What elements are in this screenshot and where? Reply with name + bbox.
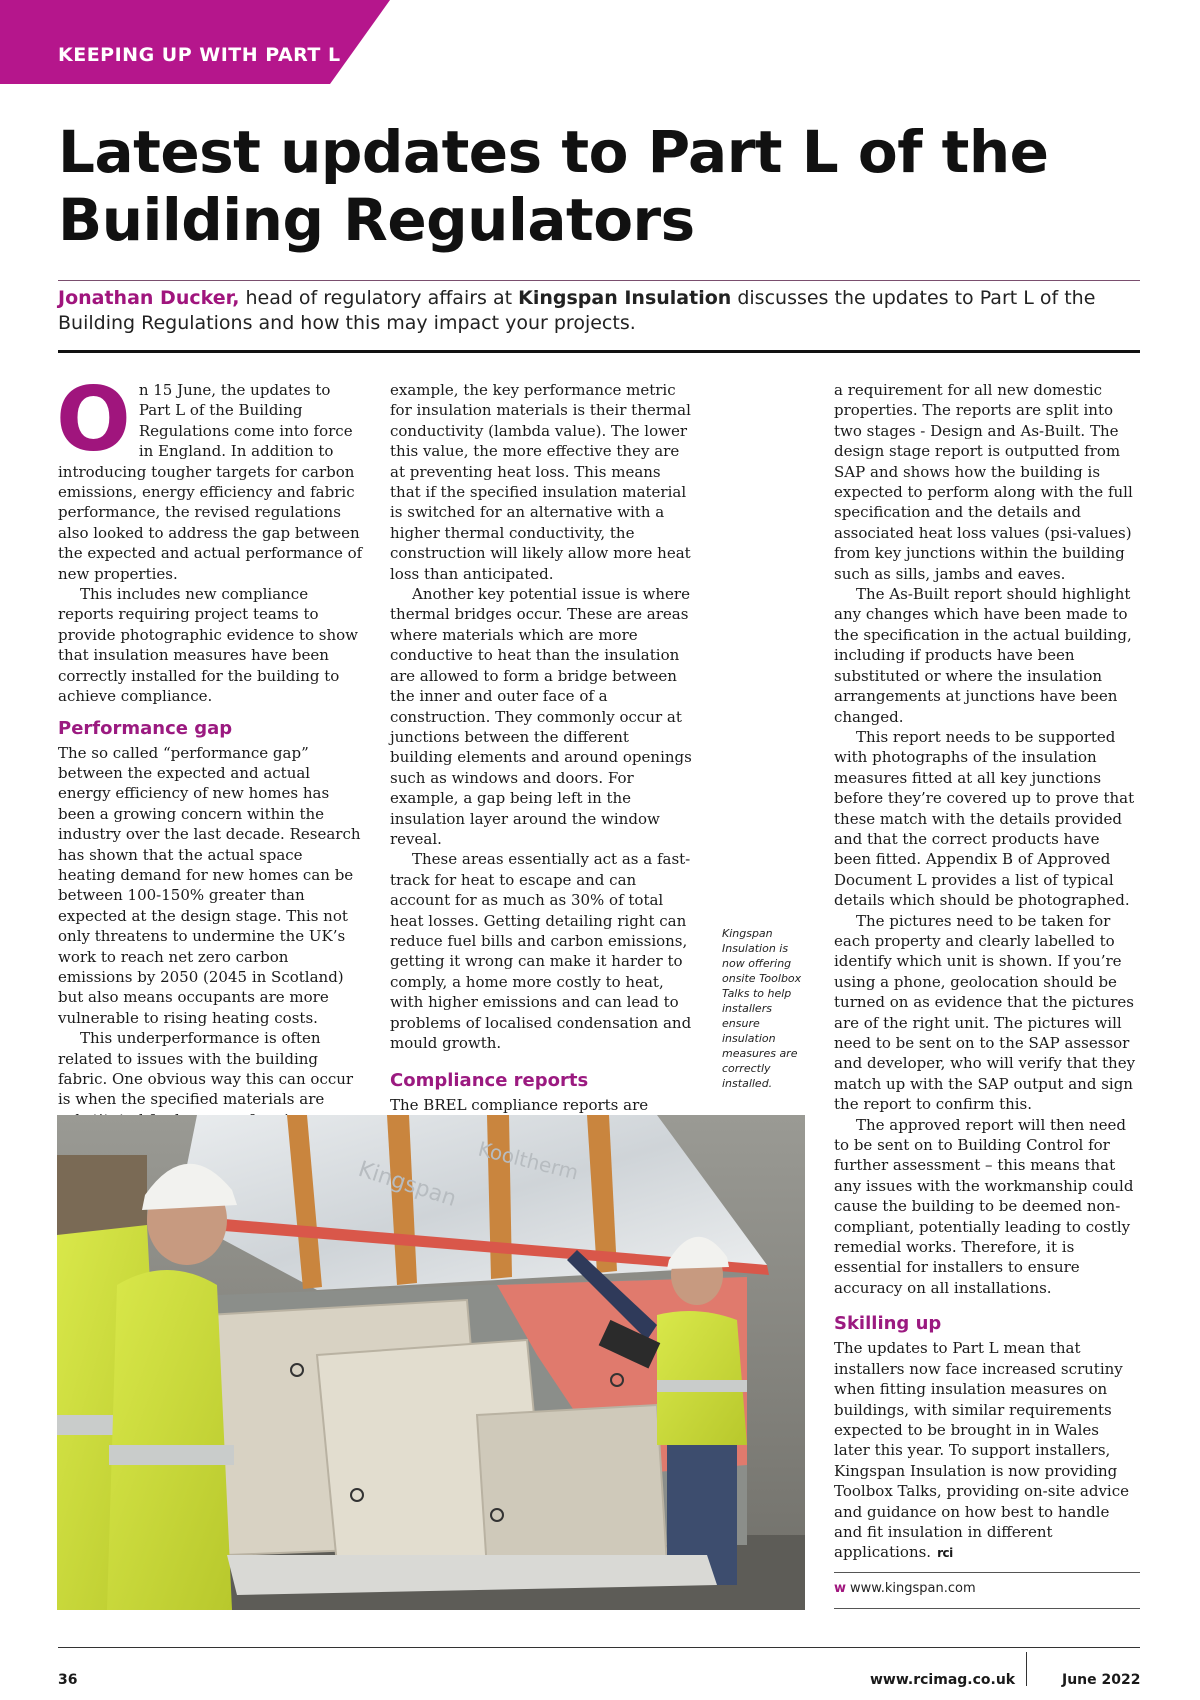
body-paragraph: The approved report will then need to be sent on to Building Control for further assessment – this means that any issues with the workmanship could cause the building to be deemed non-compliant, potentially leading to costly remedial works. Therefore, it is essential for installers to ensure accuracy on all installations.: [834, 1115, 1134, 1297]
subheading-skilling-up: Skilling up: [834, 1313, 942, 1335]
body-paragraph: example, the key performance metric for insulation materials is their thermal conductivity (lambda value). The lower this value, the more effective they are at preventing heat loss. This means that if the specified insulation material is switched for an alternative with a higher thermal conductivity, the construction will likely allow more heat loss than anticipated.: [390, 381, 691, 583]
hi-vis-vest: [657, 1311, 747, 1445]
web-link-divider-bottom: [834, 1608, 1140, 1609]
web-prefix: w: [834, 1581, 847, 1596]
column-2: [390, 380, 695, 1116]
body-paragraph: The pictures need to be taken for each property and clearly labelled to identify which unit is shown. If you’re using a phone, geolocation should be turned on as evidence that the pictures are of the right unit. The pictures will need to be sent on to the SAP assessor and developer, who will verify that they match up with the SAP output and sign the report to confirm this.: [834, 911, 1136, 1114]
body-paragraph: The updates to Part L mean that installers now face increased scrutiny when fitting insulation measures on buildings, with similar requirements expected to be brought in in Wales later this year. To support installers, Kingspan Insulation is now providing Toolbox Talks, providing on-site advice and guidance on how best to handle and fit insulation in different applications. rci: [834, 1339, 1129, 1562]
web-link[interactable]: [834, 1581, 976, 1596]
insulation-board: [477, 1405, 667, 1570]
footer-date: June 2022: [1062, 1672, 1141, 1688]
reflective-strip: [657, 1380, 747, 1392]
body-paragraph: The As-Built report should highlight any changes which have been made to the specification in the actual building, including if products have been substituted or where the insulation arrangements at junctions have been changed.: [834, 585, 1132, 726]
section-label: KEEPING UP WITH PART L: [58, 44, 341, 66]
standfirst-text-2: discusses the updates to Part L of the Building Regulations and how this may impact your projects.: [58, 287, 1096, 334]
footer-site-url[interactable]: www.rcimag.co.uk: [870, 1672, 1016, 1688]
reflective-strip: [109, 1445, 234, 1465]
installers-photo: [57, 1115, 805, 1610]
standfirst-text-1: head of regulatory affairs at: [239, 287, 519, 309]
standfirst-company: Kingspan Insulation: [518, 287, 732, 309]
rci-end-logo: rci: [937, 1546, 953, 1561]
body-paragraph: These areas essentially act as a fast-track for heat to escape and can account for as much as 30% of total heat losses. Getting detailing right can reduce fuel bills and carbon emissions, getting it wrong can make it harder to comply, a home more costly to heat, with higher emissions and can lead to problems of localised condensation and mould growth.: [390, 850, 692, 1052]
body-paragraph: This underperformance is often related to issues with the building fabric. One obvious way this can occur is when the specified materials are: [58, 1029, 354, 1109]
standfirst: [58, 286, 1143, 336]
standfirst-divider: [58, 350, 1140, 353]
page-number: 36: [58, 1672, 78, 1688]
body-paragraph: This report needs to be supported with photographs of the insulation measures fitted at all key junctions before they’re covered up to prove that these match with the details provided and that the correct products have been fitted. Appendix B of Approved Document L provides a list of typical details which should be photographed.: [834, 727, 1135, 910]
intro-paragraph: On 15 June, the updates to Part L of the Building Regulations come into force in England. In addition to introducing tougher targets for carbon emissions, energy efficiency and fabric performance, the revised regulations also looked to address the gap between the expected and actual performance of new properties.: [56, 368, 363, 583]
body-paragraph: The BREL compliance reports are: [390, 1096, 649, 1115]
standfirst-author: Jonathan Ducker,: [58, 287, 240, 309]
footer-divider: [58, 1647, 1140, 1648]
article-headline: Latest updates to Part L of the Building Regulators: [58, 118, 1049, 254]
footer-separator: [1026, 1652, 1027, 1686]
subheading-performance-gap: Performance gap: [58, 717, 233, 739]
column-3: [834, 380, 1139, 1564]
section-tab: [0, 0, 390, 84]
body-paragraph: Another key potential issue is where thermal bridges occur. These are areas where materials which are more conductive to heat than the insulation are allowed to form a bridge between the inner and outer face of a construction. They commonly occur at junctions between the different building elements and around openings such as windows and doors. For example, a gap being left in the insulation layer around the window reveal.: [390, 585, 692, 848]
body-paragraph: The so called “performance gap” between the expected and actual energy efficiency of new homes has been a growing concern within the industry over the last decade. Research has shown that the actual space heating demand for new homes can be between 100-150% greater than expected at the design stage. This not only threatens to undermine the UK’s work to reach net zero carbon emissions by 2050 (2045 in Scotland) but also means occupants are more vulnerable to rising heating costs.: [58, 743, 361, 1027]
photo-caption: Kingspan Insulation is now offering onsite Toolbox Talks to help installers ensure insulation measures are correctly installed.: [722, 927, 802, 1090]
web-link-divider-top: [834, 1572, 1140, 1573]
body-paragraph: a requirement for all new domestic properties. The reports are split into two stages - Design and As-Built. The design stage report is outputted from SAP and shows how the building is expected to perform along with the full specification and the details and associated heat loss values (psi-values) from key junctions within the building such as sills, jambs and eaves.: [834, 381, 1133, 583]
article-photo: [57, 1115, 805, 1610]
web-url[interactable]: www.kingspan.com: [850, 1581, 976, 1596]
column-1: [56, 368, 363, 1151]
board-branding-text: Kooltherm: [475, 1136, 581, 1185]
subheading-compliance-reports: Compliance reports: [390, 1070, 589, 1092]
hi-vis-vest: [107, 1270, 232, 1610]
headline-divider: [58, 280, 1140, 281]
board-branding-text: Kingspan: [355, 1156, 460, 1213]
drop-cap: O: [56, 368, 131, 471]
body-paragraph: This includes new compliance reports requiring project teams to provide photographic evidence to show that insulation measures have been correctly installed for the building to achieve compliance.: [58, 585, 359, 706]
